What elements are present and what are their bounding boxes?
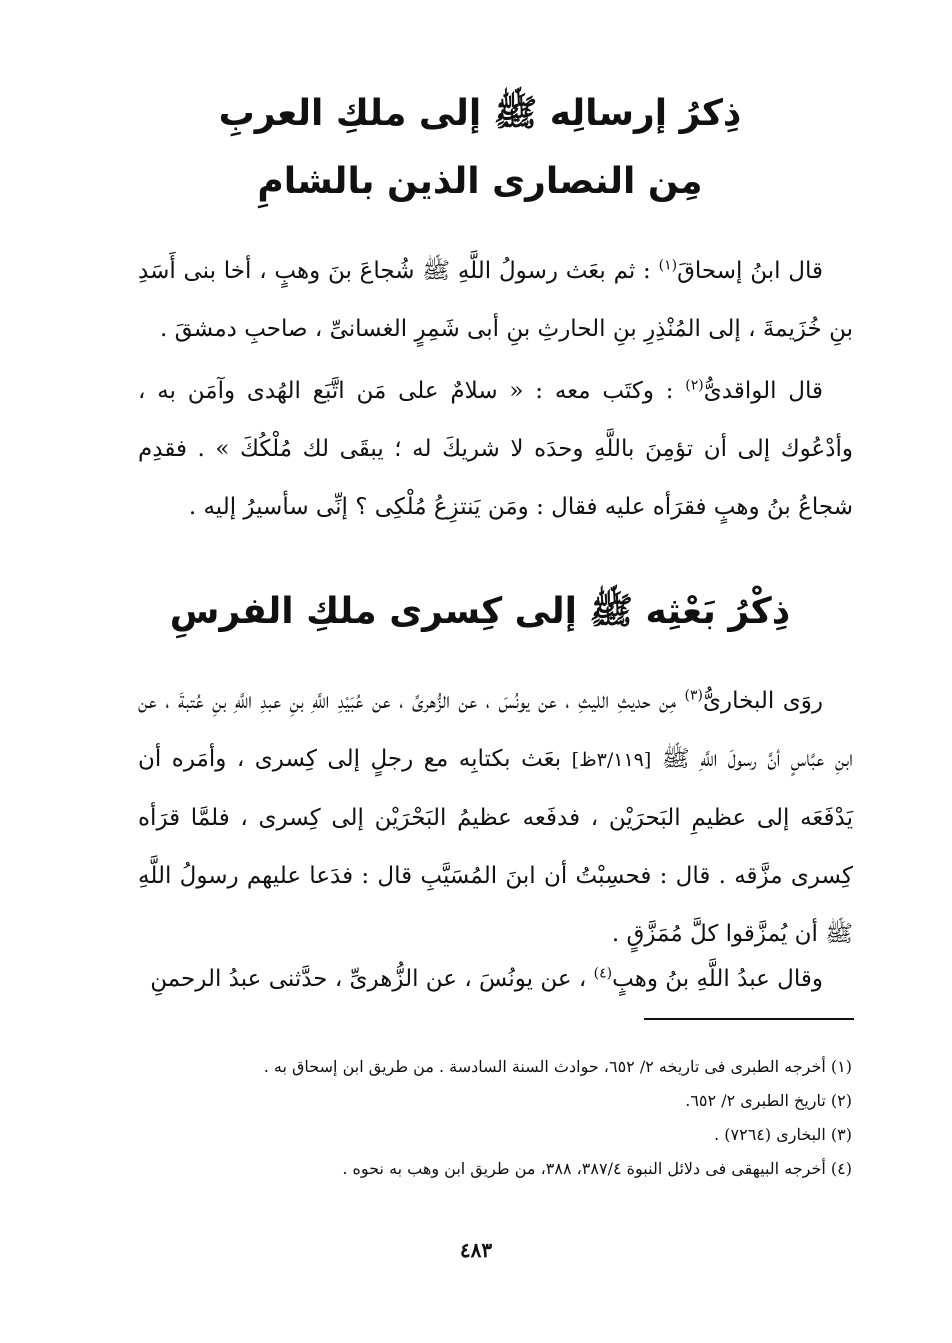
footnote-ref-2[interactable]: (٢)	[685, 377, 704, 394]
page-number: ٤٨٣	[459, 1238, 493, 1262]
footnotes-list	[140, 1050, 852, 1186]
footnote-ref-1[interactable]: (١)	[658, 257, 678, 274]
paragraph-text: : وكتَب معه : « سلامٌ على مَن اتَّبَع الهُدى وآمَن به ، وأدْعُوك إلى أن تؤمِنَ باللَّهِ وحدَه لا شريكَ له ؛ يبقَى لك مُلْكُكَ » . فقدِم شجاعُ بنُ وهبٍ فقرَأه عليه فقال : ومَن يَنتزِعُ مُلْكِى ؟ إنِّى سأسيرُ إليه .	[138, 378, 853, 520]
paragraph-ibn-ishaq	[138, 242, 853, 358]
paragraph-text: وقال عبدُ اللَّهِ بنُ وهبٍ	[612, 966, 823, 992]
footnote-ref-4[interactable]: (٤)	[593, 965, 613, 982]
paragraph-text: بعَث بكتابِه مع رجلٍ إلى كِسرى ، وأمَره أن يَدْفَعَه إلى عظيمِ البَحرَيْن ، فدفَعه عظيمُ البَحْرَيْن إلى كِسرى ، فلمَّا قرَأه كِسرى مزَّقه . قال : فحسِبْتُ أن ابنَ المُسَيَّبِ قال : فدَعا عليهم رسولُ اللَّهِ ﷺ أن يُمزَّقوا كلَّ مُمَزَّقٍ .	[138, 746, 853, 947]
footnote-item: (٣) البخارى (٧٢٦٤) .	[714, 1125, 852, 1144]
paragraph-text: ، عن يونُسَ ، عن الزُّهرىِّ ، حدَّثنى عبدُ الرحمنِ	[150, 966, 587, 992]
section-title-line-1: ذِكرُ إرسالِه ﷺ إلى ملكِ العربِ	[218, 93, 742, 134]
paragraph-bukhari	[138, 672, 853, 963]
footnote-divider	[644, 1018, 854, 1020]
footnote-item: (١) أخرجه الطبرى فى تاريخه ٢/ ٦٥٢، حوادث السنة السادسة . من طريق ابن إسحاق به .	[263, 1057, 852, 1076]
manuscript-folio-ref: [٣/١١٩ظ]	[571, 749, 652, 771]
paragraph-text: : ثم بعَث رسولُ اللَّهِ ﷺ شُجاعَ بنَ وهبٍ ، أخا بنى أَسَدِ بنِ خُزَيمةَ ، إلى المُنْذِرِ بنِ الحارثِ بنِ أبى شَمِرٍ الغسانىِّ ، صاحبِ دمشقَ .	[138, 258, 853, 342]
paragraph-text: قال ابنُ إسحاقَ	[677, 258, 823, 284]
paragraph-ibn-wahb	[138, 950, 853, 1008]
footnote-item: (٤) أخرجه البيهقى فى دلائل النبوة ٣٨٧/٤، ٣٨٨، من طريق ابن وهب به نحوه .	[342, 1159, 852, 1178]
footnote-item: (٢) تاريخ الطبرى ٢/ ٦٥٢.	[685, 1091, 852, 1110]
paragraph-text: روَى البخارىُّ	[703, 688, 823, 714]
section-title-2: ذِكْرُ بَعْثِه ﷺ إلى كِسرى ملكِ الفرسِ	[169, 591, 791, 632]
paragraph-text: مِن حديثِ الليثِ ، عن يونُسَ ، عن الزُّهرىِّ ، عن عُبَيْدِ اللَّهِ بنِ عبدِ اللَّهِ بنِ عُتبةَ ، عن ابنِ عبَّاسٍ أنَّ رسولَ اللَّهِ ﷺ	[138, 688, 853, 772]
paragraph-waqidi	[138, 362, 853, 536]
footnote-ref-3[interactable]: (٣)	[684, 687, 704, 704]
section-title-line-2: مِن النصارى الذين بالشامِ	[257, 161, 703, 202]
paragraph-text: قال الواقدىُّ	[703, 378, 824, 404]
